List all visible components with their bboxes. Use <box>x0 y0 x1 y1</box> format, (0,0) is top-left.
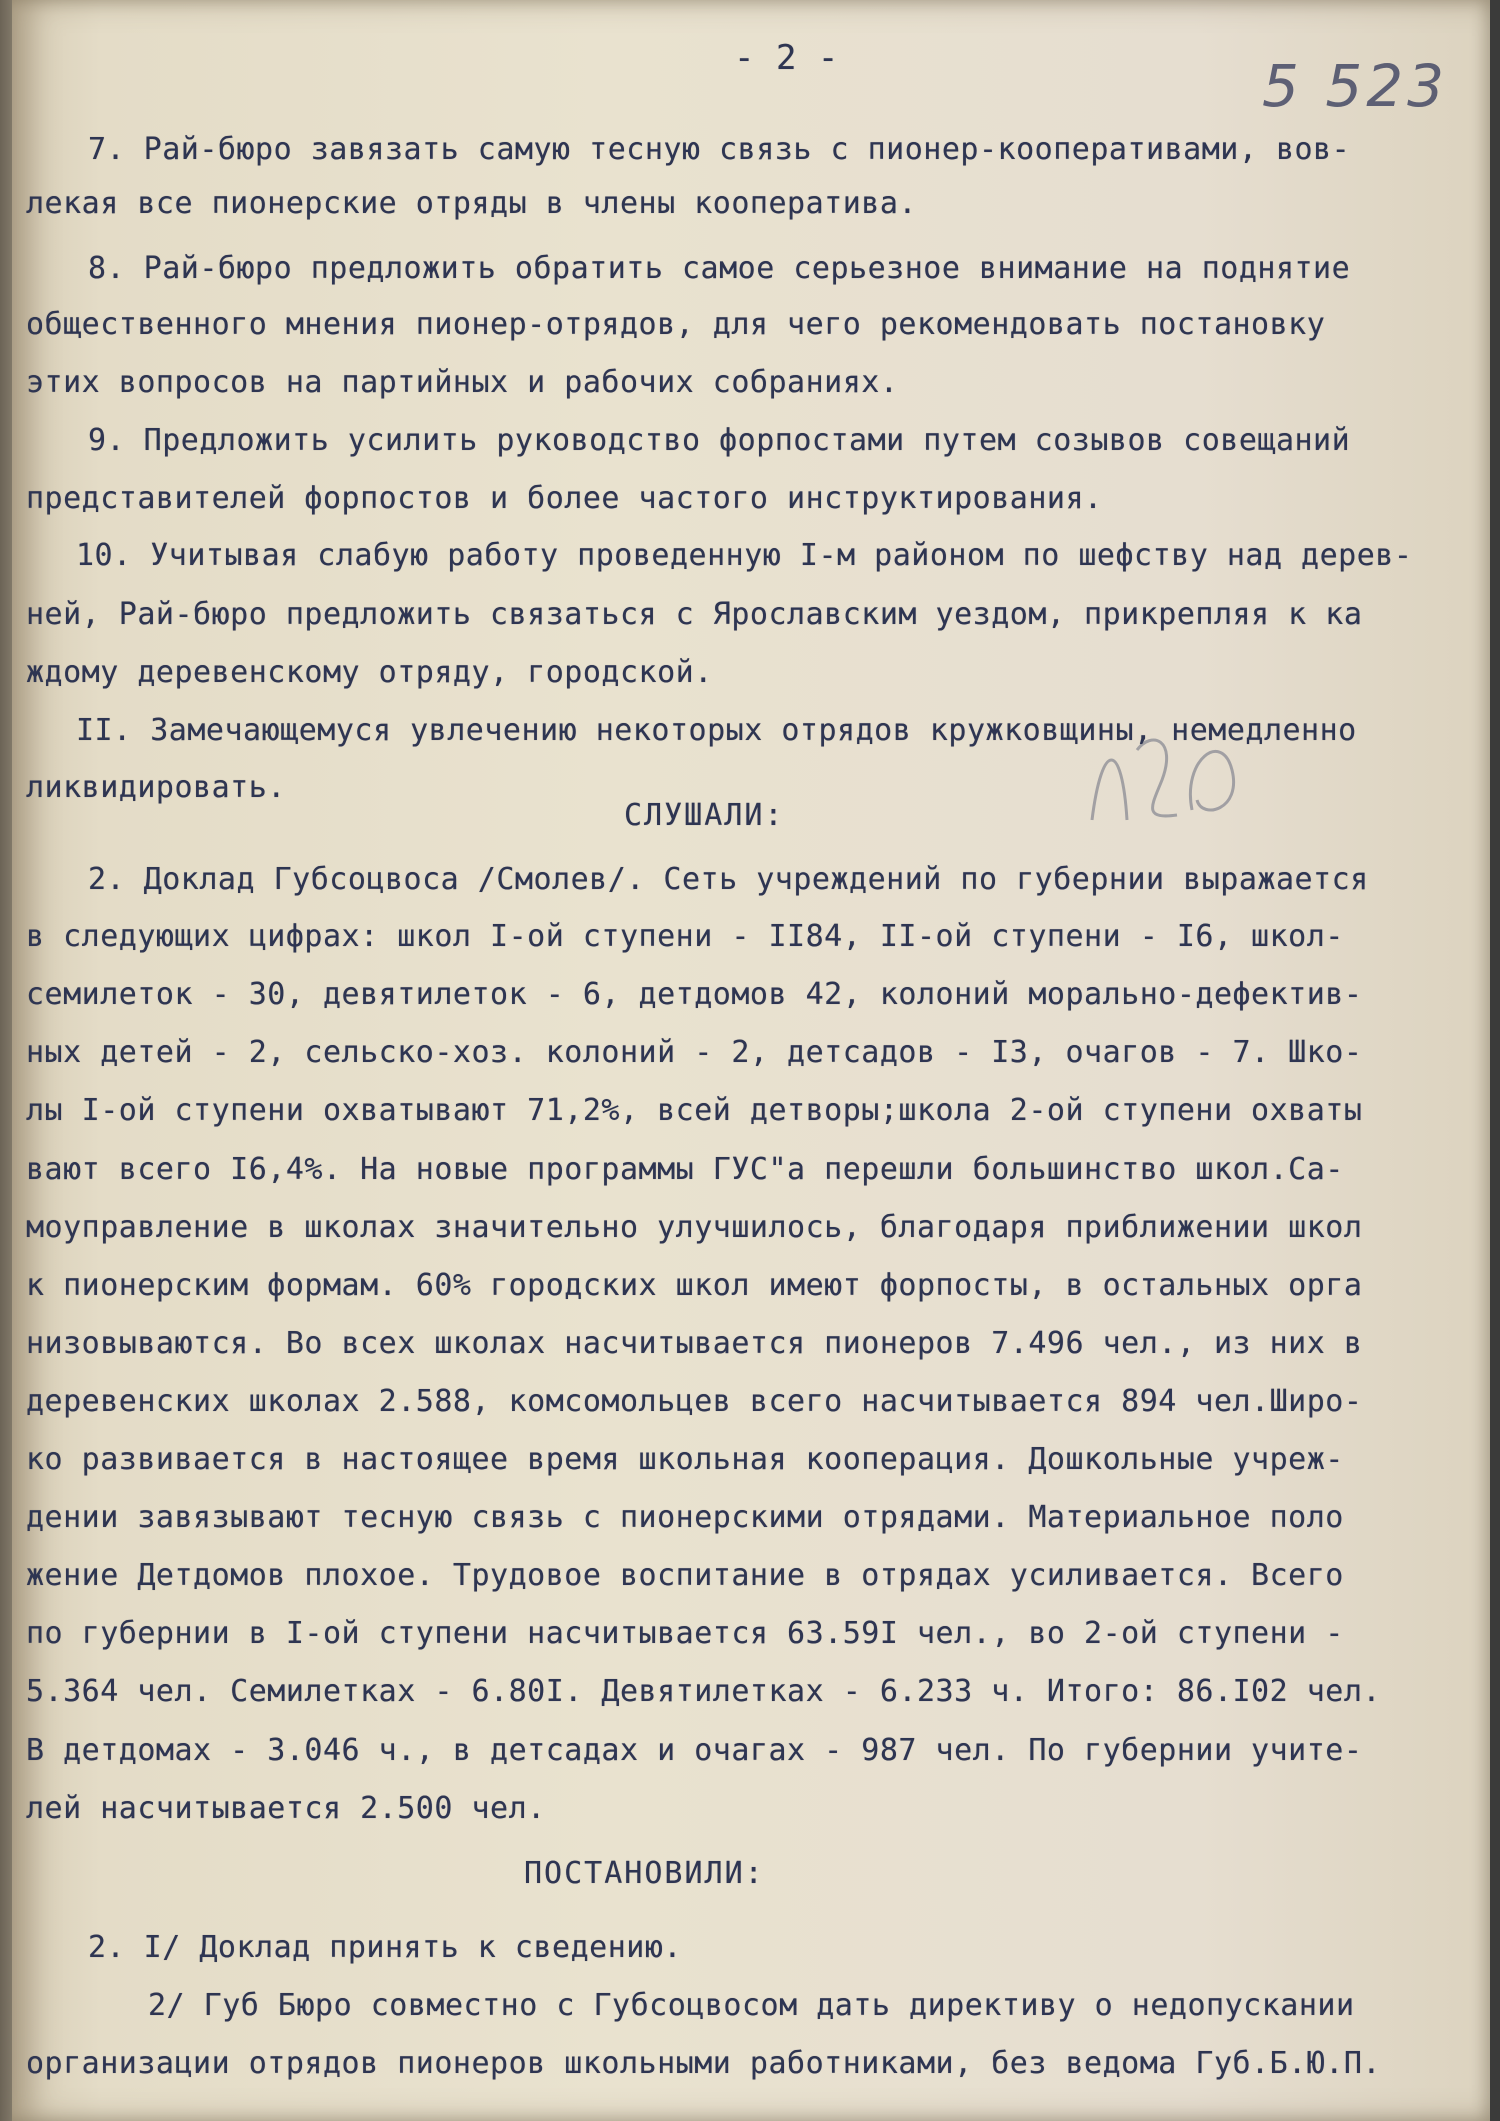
text-line: 9. Предложить усилить руководство форпостами путем созывов совещаний <box>88 423 1351 458</box>
section-heading-slushali: СЛУШАЛИ: <box>624 798 785 833</box>
text-line: семилеток - 30, девятилеток - 6, детдомов 42, колоний морально-дефектив- <box>26 977 1363 1012</box>
text-line: 2. I/ Доклад принять к сведению. <box>88 1930 682 1965</box>
document-page <box>12 0 1490 2121</box>
text-line: лекая все пионерские отряды в члены кооператива. <box>26 186 917 221</box>
text-line: общественного мнения пионер-отрядов, для чего рекомендовать постановку <box>26 307 1326 342</box>
text-line: лей насчитывается 2.500 чел. <box>26 1791 546 1826</box>
text-line: организации отрядов пионеров школьными работниками, без ведома Губ.Б.Ю.П. <box>26 2046 1381 2081</box>
text-line: 2/ Губ Бюро совместно с Губсоцвосом дать директиву о недопускании <box>148 1988 1355 2023</box>
text-line: моуправление в школах значительно улучшилось, благодаря приближении школ <box>26 1210 1363 1245</box>
text-line: ждому деревенскому отряду, городской. <box>26 655 713 690</box>
text-line: этих вопросов на партийных и рабочих собраниях. <box>26 365 899 400</box>
text-line: 2. Доклад Губсоцвоса /Смолев/. Сеть учреждений по губернии выражается <box>88 862 1369 897</box>
text-line: к пионерским формам. 60% городских школ имеют форпосты, в остальных орга <box>26 1268 1363 1303</box>
text-line: по губернии в I-ой ступени насчитывается 63.59I чел., во 2-ой ступени - <box>26 1616 1344 1651</box>
section-heading-postanovili: ПОСТАНОВИЛИ: <box>524 1856 765 1891</box>
text-line: лы I-ой ступени охватывают 71,2%, всей детворы;школа 2-ой ступени охваты <box>26 1093 1363 1128</box>
archive-stamp: 5 523 <box>1262 52 1449 120</box>
text-line: В детдомах - 3.046 ч., в детсадах и очагах - 987 чел. По губернии учите- <box>26 1733 1363 1768</box>
text-line: представителей форпостов и более частого инструктирования. <box>26 481 1103 516</box>
text-line: II. Замечающемуся увлечению некоторых отрядов кружковщины, немедленно <box>76 713 1357 748</box>
text-line: 10. Учитывая слабую работу проведенную I-м районом по шефству над дерев- <box>76 538 1413 573</box>
text-line: 7. Рай-бюро завязать самую тесную связь с пионер-кооперативами, вов- <box>88 132 1351 167</box>
text-line: 8. Рай-бюро предложить обратить самое серьезное внимание на поднятие <box>88 251 1351 286</box>
text-line: деревенских школах 2.588, комсомольцев всего насчитывается 894 чел.Широ- <box>26 1384 1363 1419</box>
text-line: низовываются. Во всех школах насчитывается пионеров 7.496 чел., из них в <box>26 1326 1363 1361</box>
text-line: жение Детдомов плохое. Трудовое воспитание в отрядах усиливается. Всего <box>26 1558 1344 1593</box>
text-line: ликвидировать. <box>26 770 286 805</box>
text-line: ней, Рай-бюро предложить связаться с Ярославским уездом, прикрепляя к ка <box>26 597 1363 632</box>
text-line: ных детей - 2, сельско-хоз. колоний - 2, детсадов - I3, очагов - 7. Шко- <box>26 1035 1363 1070</box>
text-line: в следующих цифрах: школ I-ой ступени - II84, II-ой ступени - I6, школ- <box>26 919 1344 954</box>
text-line: дении завязывают тесную связь с пионерскими отрядами. Материальное поло <box>26 1500 1344 1535</box>
text-line: вают всего I6,4%. На новые программы ГУС"а перешли большинство школ.Са- <box>26 1152 1344 1187</box>
text-line: 5.364 чел. Семилетках - 6.80I. Девятилетках - 6.233 ч. Итого: 86.I02 чел. <box>26 1674 1381 1709</box>
page-number: - 2 - <box>734 38 839 78</box>
text-line: ко развивается в настоящее время школьная кооперация. Дошкольные учреж- <box>26 1442 1344 1477</box>
